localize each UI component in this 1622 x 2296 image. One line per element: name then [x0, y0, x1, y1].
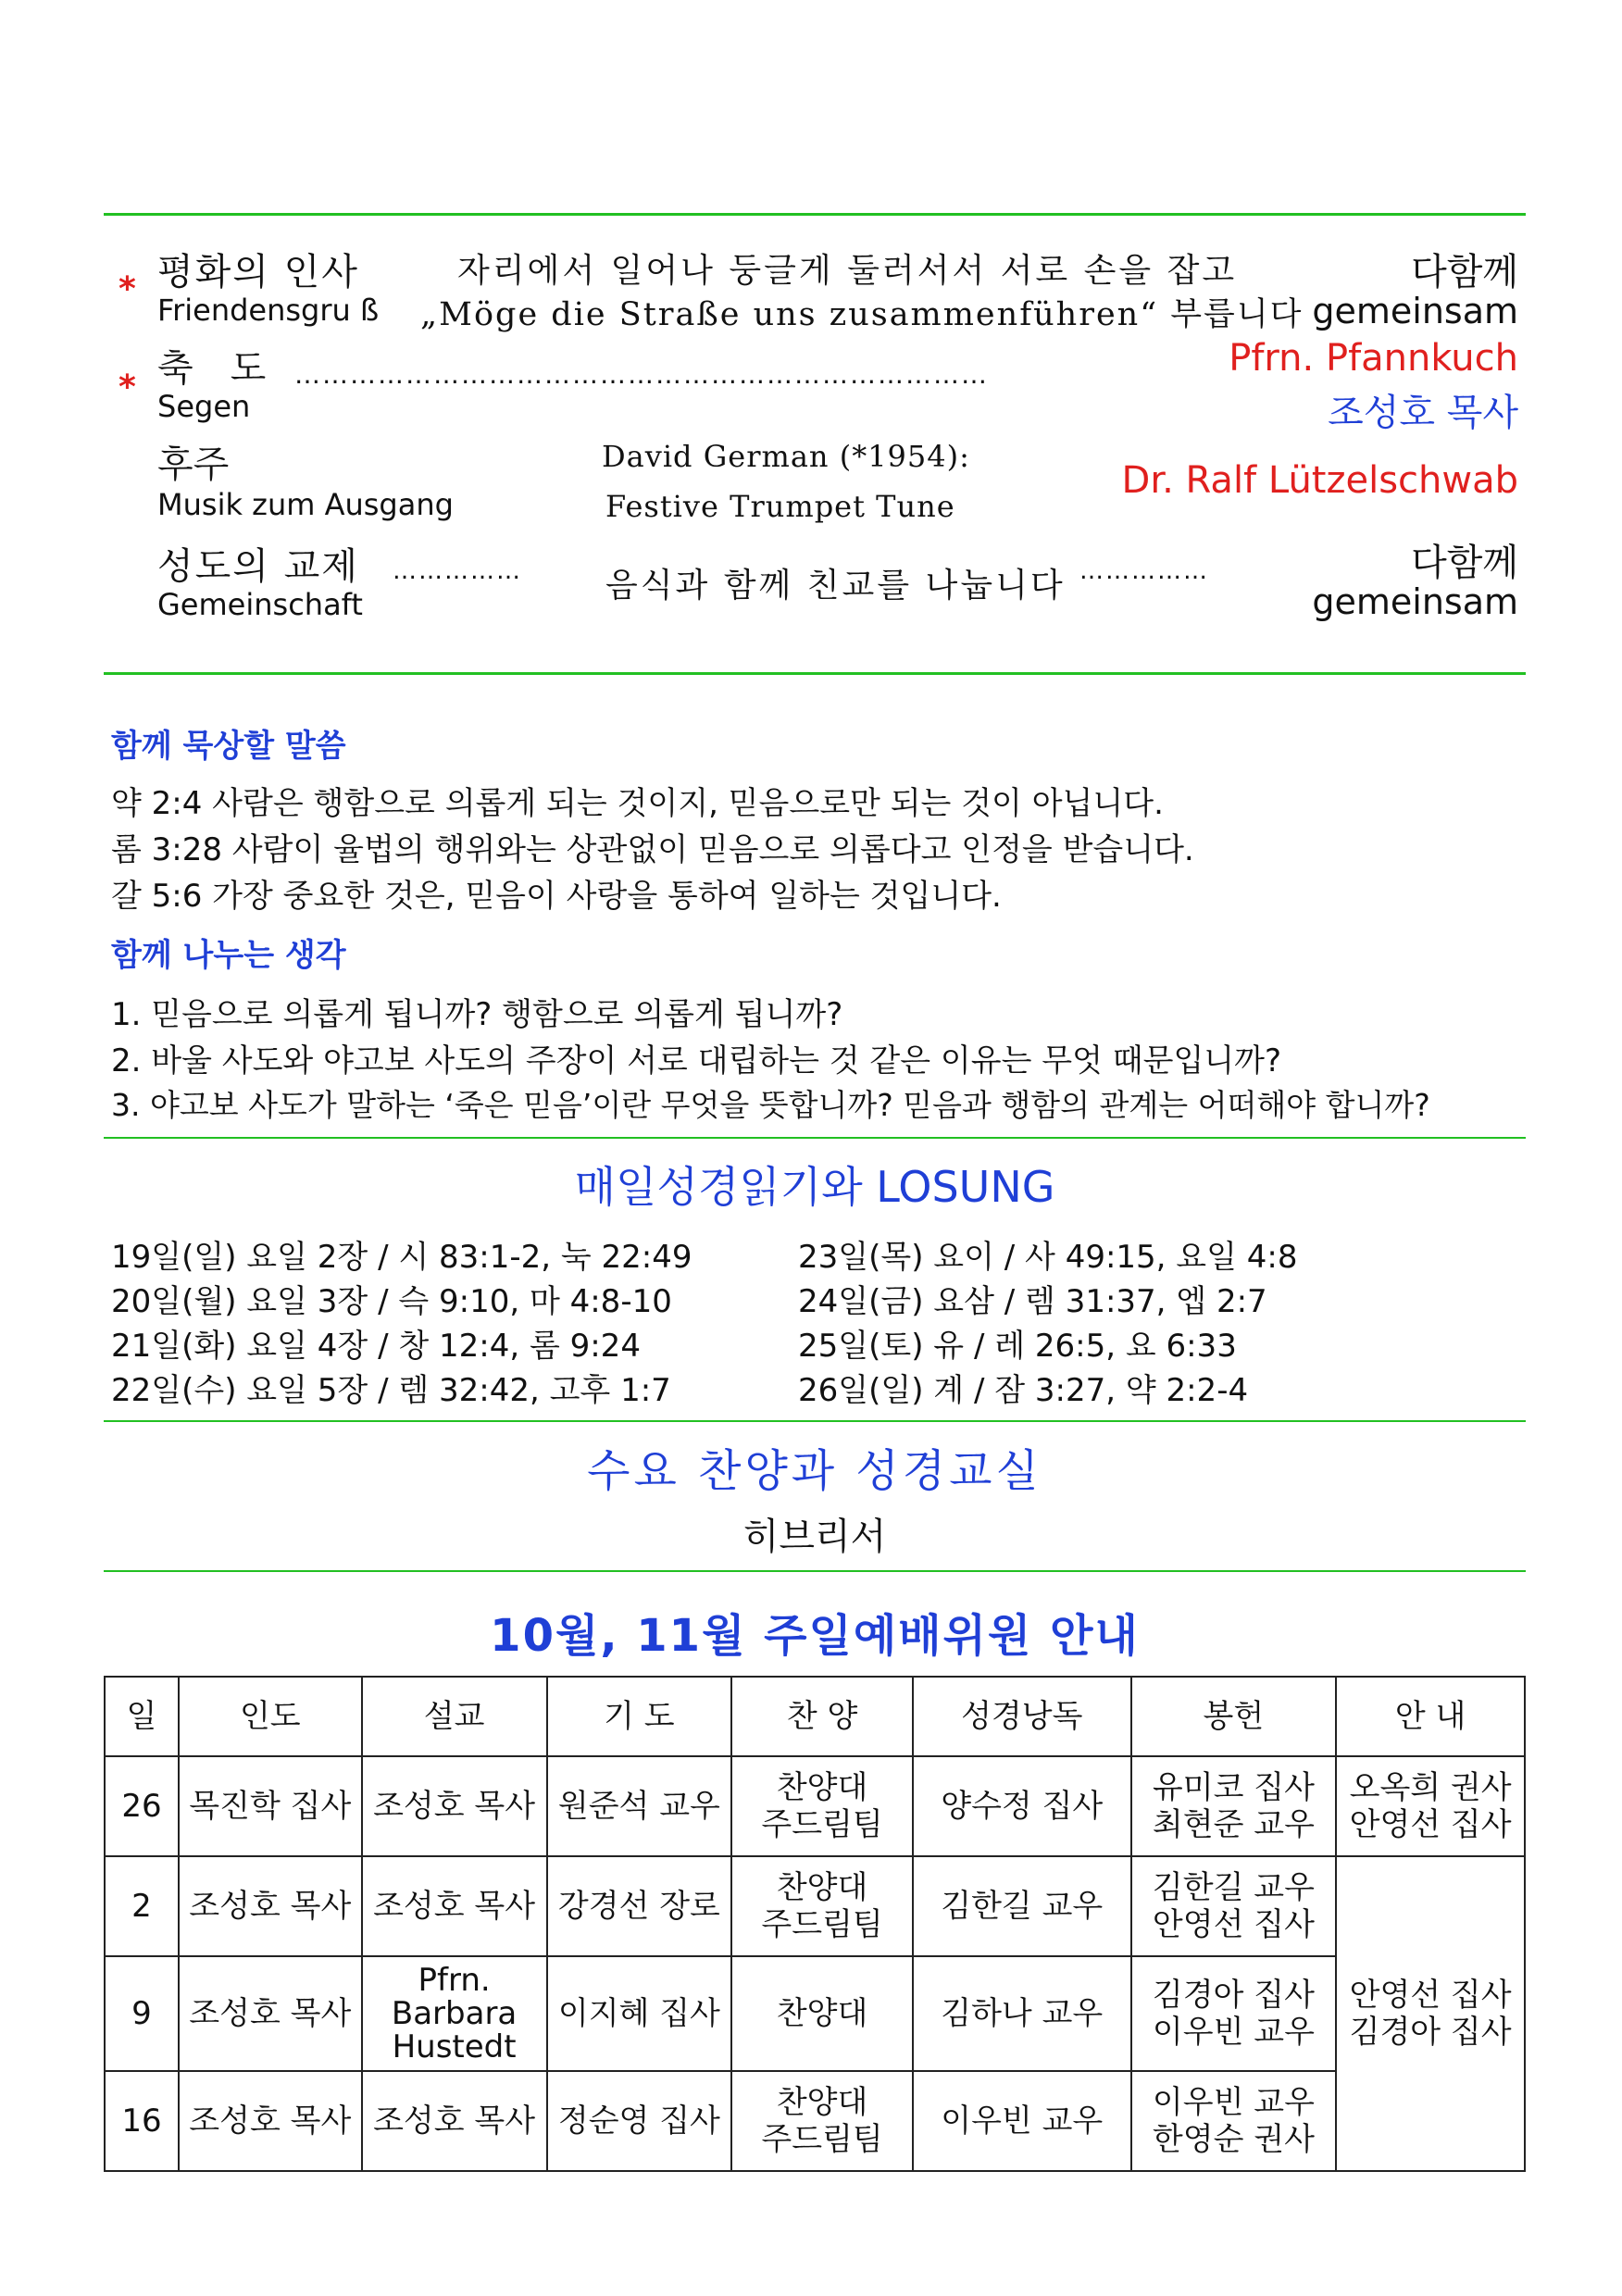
- standing-star-2: *: [119, 368, 136, 406]
- column-header: 안 내: [1336, 1677, 1525, 1756]
- daily-left-line: 21일(화) 요일 4장 / 창 12:4, 롬 9:24: [111, 1328, 641, 1365]
- column-header: 일: [105, 1677, 179, 1756]
- order-right-1: Pfrn. Pfannkuch: [1229, 337, 1518, 380]
- sermon-cell: 조성호 목사: [362, 2071, 547, 2171]
- praise-cell: 찬양대: [731, 1956, 913, 2071]
- standing-star-1: *: [119, 270, 136, 308]
- day-cell: 2: [105, 1856, 179, 1956]
- column-header: 설교: [362, 1677, 547, 1756]
- meditation-title: 함께 묵상할 말씀: [111, 728, 346, 765]
- prayer-cell: 강경선 장로: [547, 1856, 732, 1956]
- offering-cell: 유미코 집사 최현준 교우: [1131, 1756, 1337, 1856]
- sermon-cell: 조성호 목사: [362, 1856, 547, 1956]
- table-row: [105, 2071, 1525, 2171]
- order-right-1: 다함께: [1411, 542, 1518, 584]
- prayer-cell: 이지혜 집사: [547, 1956, 732, 2071]
- order-bottom-rule: [104, 672, 1526, 675]
- table-header-row: [105, 1677, 1525, 1756]
- column-header: 기 도: [547, 1677, 732, 1756]
- usher-cell: 오옥희 권사 안영선 집사: [1336, 1756, 1525, 1856]
- order-desc-2: „Möge die Straße uns zusammenführen“ 부릅니다: [420, 296, 1304, 333]
- order-title-de: Musik zum Ausgang: [157, 487, 454, 522]
- order-title-ko: 후주: [157, 443, 230, 486]
- wednesday-bottom-rule: [104, 1570, 1526, 1572]
- roster-table: [104, 1676, 1526, 2172]
- prayer-cell: 정순영 집사: [547, 2071, 732, 2171]
- sharing-title: 함께 나누는 생각: [111, 937, 346, 974]
- reading-cell: 양수정 집사: [913, 1756, 1131, 1856]
- order-right-1: 다함께: [1411, 251, 1518, 293]
- day-cell: 9: [105, 1956, 179, 2071]
- column-header: 인도: [179, 1677, 362, 1756]
- order-desc-2: Festive Trumpet Tune: [605, 489, 955, 524]
- wednesday-subtitle: 히브리서: [742, 1516, 887, 1558]
- order-right-2: 조성호 목사: [1328, 392, 1518, 434]
- order-right-1: Dr. Ralf Lützelschwab: [1121, 459, 1518, 502]
- table-row: [105, 1856, 1525, 1956]
- prayer-cell: 원준석 교우: [547, 1756, 732, 1856]
- sharing-line: 2. 바울 사도와 야고보 사도의 주장이 서로 대립하는 것 같은 이유는 무엇 때문입니까?: [111, 1042, 1282, 1079]
- praise-cell: 찬양대 주드림팀: [731, 1856, 913, 1956]
- column-header: 찬 양: [731, 1677, 913, 1756]
- meditation-line: 갈 5:6 가장 중요한 것은, 믿음이 사랑을 통하여 일하는 것입니다.: [111, 878, 1002, 915]
- order-title-ko: 축 도: [157, 347, 267, 390]
- sermon-cell: Pfrn. Barbara Hustedt: [362, 1956, 547, 2071]
- meditation-line: 롬 3:28 사람이 율법의 행위와는 상관없이 믿음으로 의롭다고 인정을 받습니다.: [111, 831, 1194, 868]
- meditation-line: 약 2:4 사람은 행함으로 의롭게 되는 것이지, 믿음으로만 되는 것이 아닙니다.: [111, 785, 1164, 822]
- daily-bottom-rule: [104, 1420, 1526, 1422]
- daily-title: 매일성경읽기와 LOSUNG: [574, 1162, 1055, 1212]
- sermon-cell: 조성호 목사: [362, 1756, 547, 1856]
- reading-cell: 김하나 교우: [913, 1956, 1131, 2071]
- daily-right-line: 24일(금) 요삼 / 렘 31:37, 엡 2:7: [798, 1283, 1267, 1320]
- column-header: 봉헌: [1131, 1677, 1337, 1756]
- wednesday-title: 수요 찬양과 성경교실: [587, 1445, 1042, 1497]
- order-desc-1: David German (*1954):: [602, 439, 970, 474]
- table-row: [105, 1956, 1525, 2071]
- daily-left-line: 20일(월) 요일 3장 / 슥 9:10, 마 4:8-10: [111, 1283, 672, 1320]
- lead-cell: 조성호 목사: [179, 1956, 362, 2071]
- praise-cell: 찬양대 주드림팀: [731, 2071, 913, 2171]
- top-rule: [104, 213, 1526, 216]
- sharing-bottom-rule: [104, 1137, 1526, 1139]
- order-desc-1: 자리에서 일어나 둥글게 둘러서서 서로 손을 잡고: [457, 252, 1238, 290]
- sharing-line: 3. 야고보 사도가 말하는 ‘죽은 믿음’이란 무엇을 뜻합니까? 믿음과 행함의 관계는 어떠해야 합니까?: [111, 1087, 1430, 1123]
- offering-cell: 김한길 교우 안영선 집사: [1131, 1856, 1337, 1956]
- order-dots: …………………………………………………………………: [294, 359, 989, 390]
- daily-right-line: 23일(목) 요이 / 사 49:15, 요일 4:8: [798, 1239, 1298, 1276]
- daily-left-line: 19일(일) 요일 2장 / 시 83:1-2, 눅 22:49: [111, 1239, 692, 1276]
- lead-cell: 조성호 목사: [179, 1856, 362, 1956]
- order-title-de: Gemeinschaft: [157, 587, 363, 622]
- offering-cell: 이우빈 교우 한영순 권사: [1131, 2071, 1337, 2171]
- reading-cell: 이우빈 교우: [913, 2071, 1131, 2171]
- daily-right-line: 25일(토) 유 / 레 26:5, 요 6:33: [798, 1328, 1237, 1365]
- daily-right-line: 26일(일) 계 / 잠 3:27, 약 2:2-4: [798, 1372, 1249, 1409]
- order-right-2: gemeinsam: [1312, 581, 1518, 622]
- order-title-de: Friendensgru ß: [157, 293, 380, 328]
- order-title-ko: 성도의 교제: [157, 545, 359, 588]
- column-header: 성경낭독: [913, 1677, 1131, 1756]
- lead-cell: 목진학 집사: [179, 1756, 362, 1856]
- praise-cell: 찬양대 주드림팀: [731, 1756, 913, 1856]
- order-dots-left: ……………: [393, 557, 522, 585]
- reading-cell: 김한길 교우: [913, 1856, 1131, 1956]
- sharing-line: 1. 믿음으로 의롭게 됩니까? 행함으로 의롭게 됩니까?: [111, 996, 843, 1033]
- day-cell: 16: [105, 2071, 179, 2171]
- table-row: [105, 1756, 1525, 1856]
- roster-title: 10월, 11월 주일예배위원 안내: [490, 1610, 1140, 1662]
- order-right-2: gemeinsam: [1312, 291, 1518, 331]
- day-cell: 26: [105, 1756, 179, 1856]
- offering-cell: 김경아 집사 이우빈 교우: [1131, 1956, 1337, 2071]
- order-dots-right: ……………: [1079, 557, 1209, 585]
- order-title-ko: 평화의 인사: [157, 251, 359, 293]
- daily-left-line: 22일(수) 요일 5장 / 렘 32:42, 고후 1:7: [111, 1372, 671, 1409]
- order-desc-1: 음식과 함께 친교를 나눕니다: [605, 567, 1066, 605]
- usher-cell: 안영선 집사 김경아 집사: [1336, 1856, 1525, 2171]
- lead-cell: 조성호 목사: [179, 2071, 362, 2171]
- order-title-de: Segen: [157, 389, 251, 424]
